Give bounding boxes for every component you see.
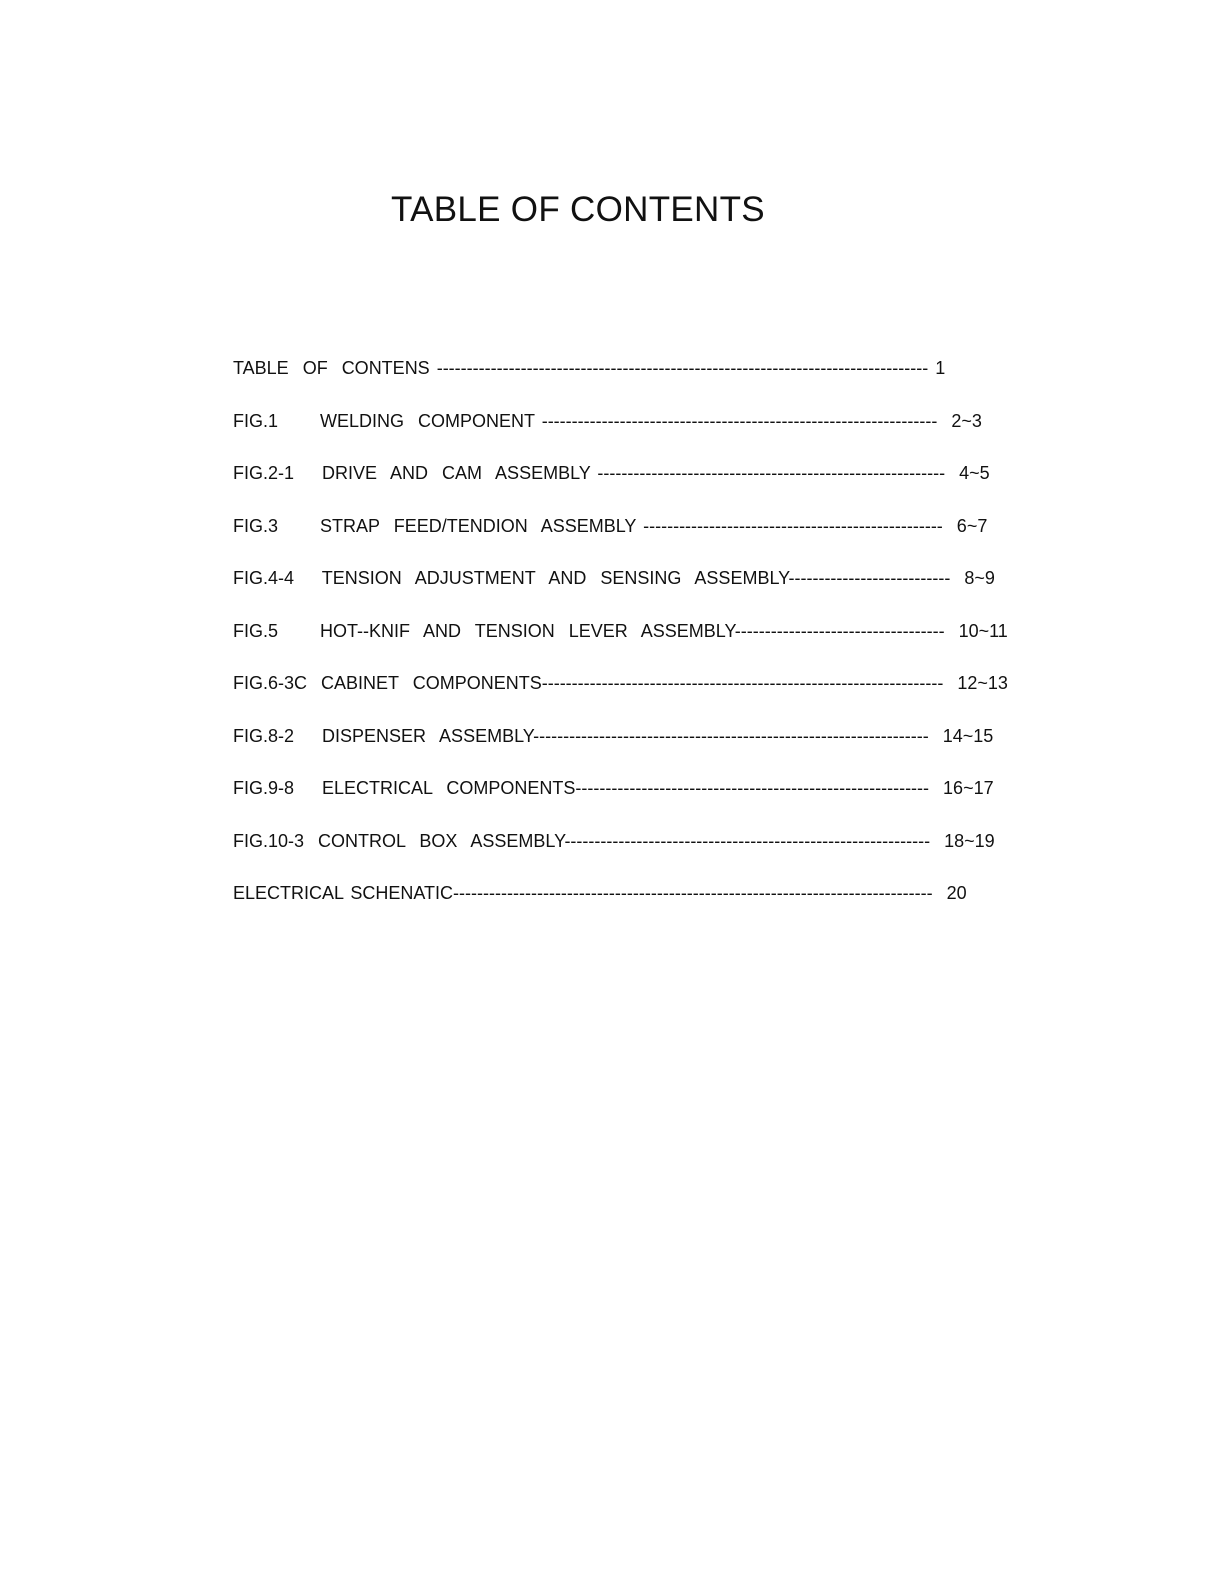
toc-entry-fig-6-3c: FIG.6-3C CABINET COMPONENTS------------------------------------------------------------------- 12~13 xyxy=(233,673,1008,693)
toc-entry-fig-5: FIG.5 HOT--KNIF AND TENSION LEVER ASSEMBLY----------------------------------- 10~11 xyxy=(233,620,1008,641)
toc-entry-electrical-schematic: ELECTRICAL SCHENATIC-------------------------------------------------------------------------------- 20 xyxy=(233,883,967,903)
toc-entry-fig-10-3: FIG.10-3 CONTROL BOX ASSEMBLY------------------------------------------------------------- 18~19 xyxy=(233,830,995,851)
toc-entry-fig-1: FIG.1 WELDING COMPONENT ------------------------------------------------------------------ 2~3 xyxy=(233,410,982,431)
table-of-contents-list xyxy=(233,355,1033,933)
toc-entry-fig-3: FIG.3 STRAP FEED/TENDION ASSEMBLY -------------------------------------------------- 6~7 xyxy=(233,515,988,536)
toc-entry-fig-4-4: FIG.4-4 TENSION ADJUSTMENT AND SENSING ASSEMBLY--------------------------- 8~9 xyxy=(233,568,995,588)
toc-entry-table-of-contents: TABLE OF CONTENS ---------------------------------------------------------------------------------- 1 xyxy=(233,358,946,378)
page-title: TABLE OF CONTENTS xyxy=(391,190,765,229)
toc-entry-fig-8-2: FIG.8-2 DISPENSER ASSEMBLY------------------------------------------------------------------ 14~15 xyxy=(233,725,994,746)
toc-entry-fig-2-1: FIG.2-1 DRIVE AND CAM ASSEMBLY ---------------------------------------------------------- 4~5 xyxy=(233,463,990,483)
toc-entry-fig-9-8: FIG.9-8 ELECTRICAL COMPONENTS----------------------------------------------------------- 16~17 xyxy=(233,778,994,798)
